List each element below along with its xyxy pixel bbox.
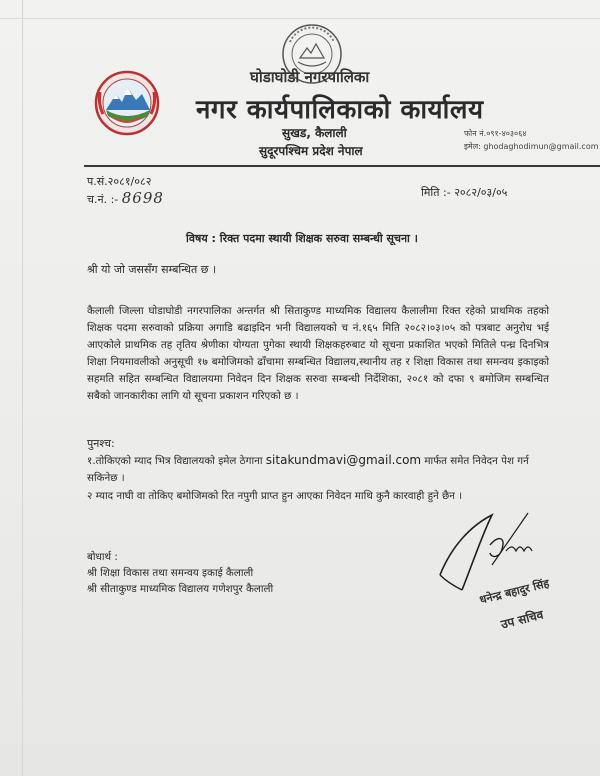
postscript-item-1-tail: मार्फत समेत निवेदन पेश गर्न सकिनेछ । [87,455,529,484]
reference-block [87,173,164,208]
signatory-name: धनेन्द्र बहादुर सिंह [478,576,551,607]
header-divider [84,165,600,167]
contact-email: इमेल: ghodaghodimun@gmail.com [464,142,599,151]
ch-number-prefix: च.नं. :- [87,193,119,206]
office-province: सुदूरपश्चिम प्रदेश नेपाल [259,144,363,158]
school-email: sitakundmavi@gmail.com [265,453,422,467]
ps-number: प.सं.२०८१/०८२ [87,175,152,188]
nepal-emblem-icon [94,70,160,136]
postscript-item-1-text: १.तोकिएको म्याद भित्र विद्यालयको इमेल ठेगाना [87,455,263,467]
municipality-name: घोडाघोडी नगरपालिका [250,68,370,86]
office-title: नगर कार्यपालिकाको कार्यालय [196,95,484,125]
cc-item-1: श्री शिक्षा विकास तथा समन्वय इकाई कैलाली [87,567,254,579]
letter-greeting: श्री यो जो जससँग सम्बन्धित छ । [87,263,217,276]
cc-title: बोधार्थ : [87,551,118,563]
cc-item-2: श्री सीताकुण्ड माध्यमिक विद्यालय गणेशपुर कैलाली [87,583,274,595]
office-location: सुखड, कैलाली [282,126,347,140]
ch-number-handwritten: 8698 [121,189,164,207]
contact-phone: फोन नं.०९१-४०३०६४ [464,129,527,138]
scan-top-line [0,18,600,19]
letter-body: कैलाली जिल्ला घोडाघोडी नगरपालिका अन्तर्गत श्री सिताकुण्ड माध्यमिक विद्यालय कैलालीमा रिक्त रहेको प्राथमिक तहको शिक्षक पदमा सरुवाको प्रक्रिया अगाडि बढाइदिन भनी विद्यालयको च नं.१६५ मिति २०८२।०३।०५ को पत्रबाट अनुरोध भई आएकोले प्राथमिक तह तृतिय श्रेणीका योग्यता पुगेका स्थायी शिक्षकहरुबाट यो सूचना प्रकाशित भएको मितिले पन्ध्र दिनभित्र शिक्षा नियमावलीको अनुसूची १७ बमोजिमको ढाँचामा सम्बन्धित विद्यालय,स्थानीय तह र शिक्षा विकास तथा समन्वय इकाइको सहमति सहित सम्बन्धित विद्यालयमा निवेदन दिन शिक्षक सरुवा सम्बन्धी निर्देशिका, २०८१ को दफा ९ बमोजिम सम्बन्धित सबैको जानकारीका लागि यो सूचना प्रकाशन गरिएको छ । [87,305,549,402]
postscript-item-2: २ म्याद नाघी वा तोकिए बमोजिमको रित नपुगी प्राप्त हुन आएका निवेदन माथि कुनै कारवाही हुने छैन । [87,490,463,502]
scan-edge-line [22,0,23,776]
postscript-title: पुनश्च: [87,437,115,450]
postscript-item-1 [87,452,557,487]
ch-number [87,190,164,208]
contact-block [464,127,599,153]
letter-subject: विषय : रिक्त पदमा स्थायी शिक्षक सरुवा सम्बन्धी सूचना । [186,232,418,245]
letter-date: मिति :- २०८२/०३/०५ [421,186,508,199]
signatory-title: उप सचिव [499,607,545,632]
